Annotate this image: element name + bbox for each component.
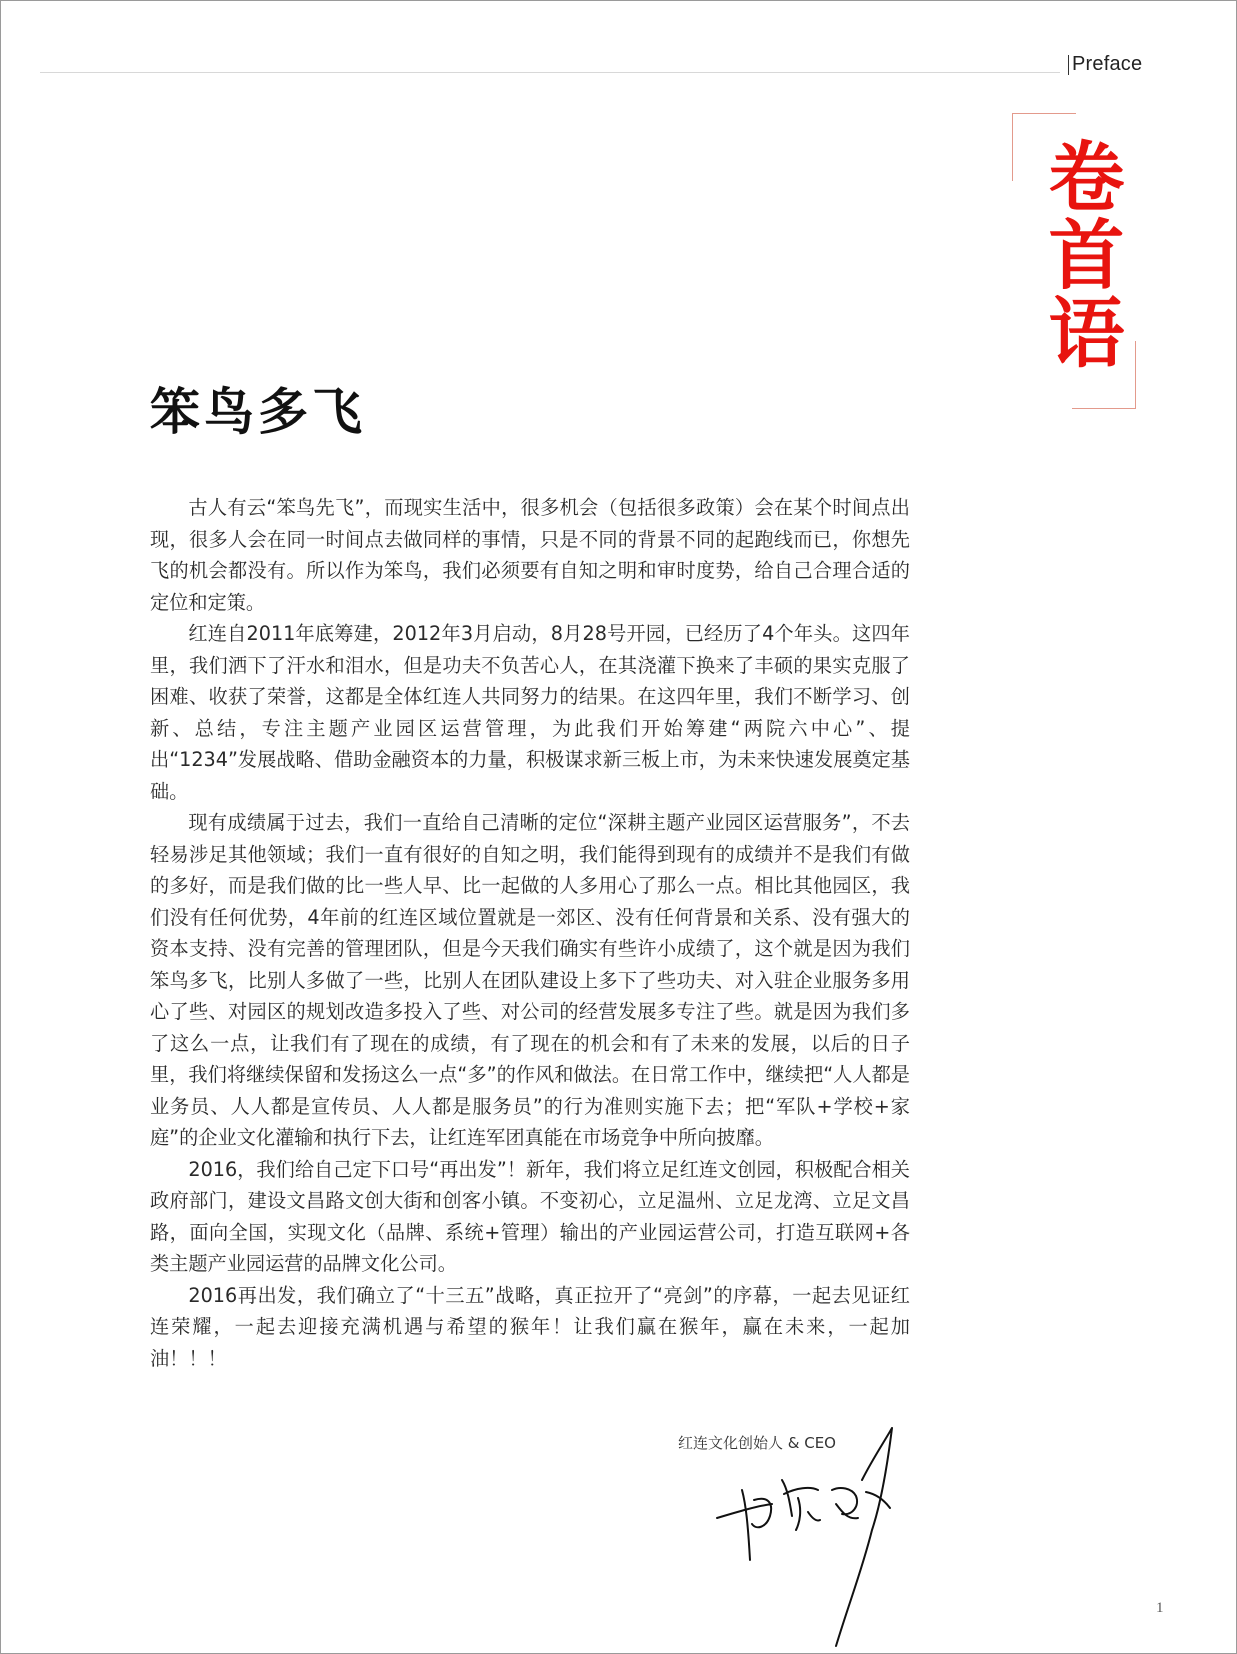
handwritten-signature bbox=[712, 1420, 912, 1650]
article-title: 笨鸟多飞 bbox=[150, 382, 366, 441]
paragraph: 现有成绩属于过去，我们一直给自己清晰的定位“深耕主题产业园区运营服务”，不去轻易涉足其他领域；我们一直有很好的自知之明，我们能得到现有的成绩并不是我们有做的多好，而是我们做的比一些人早、比一起做的人多用心了那么一点。相比其他园区，我们没有任何优势，4年前的红连区域位置就是一郊区、没有任何背景和关系、没有强大的资本支持、没有完善的管理团队，但是今天我们确实有些许小成绩了，这个就是因为我们笨鸟多飞，比别人多做了一些，比别人在团队建设上多下了些功夫、对入驻企业服务多用心了些、对园区的规划改造多投入了些、对公司的经营发展多专注了些。就是因为我们多了这么一点，让我们有了现在的成绩，有了现在的机会和有了未来的发展，以后的日子里，我们将继续保留和发扬这么一点“多”的作风和做法。在日常工作中，继续把“人人都是业务员、人人都是宣传员、人人都是服务员”的行为准则实施下去；把“军队+学校+家庭”的企业文化灌输和执行下去，让红连军团真能在市场竞争中所向披靡。 bbox=[150, 811, 910, 1149]
signature-caption: 红连文化创始人 & CEO bbox=[678, 1434, 836, 1452]
article-body bbox=[150, 492, 910, 1374]
paragraph: 红连自2011年底筹建，2012年3月启动，8月28号开园，已经历了4个年头。这四年里，我们洒下了汗水和泪水，但是功夫不负苦心人，在其浇灌下换来了丰硕的果实克服了困难、收获了荣誉，这都是全体红连人共同努力的结果。在这四年里，我们不断学习、创新、总结，专注主题产业园区运营管理，为此我们开始筹建“两院六中心”、提出“1234”发展战略、借助金融资本的力量，积极谋求新三板上市，为未来快速发展奠定基础。 bbox=[150, 622, 910, 803]
header-rule bbox=[40, 72, 1060, 73]
header-label: Preface bbox=[1072, 53, 1143, 75]
paragraph: 2016再出发，我们确立了“十三五”战略，真正拉开了“亮剑”的序幕，一起去见证红连荣耀，一起去迎接充满机遇与希望的猴年！让我们赢在猴年，赢在未来，一起加油！！！ bbox=[150, 1283, 910, 1370]
bracket-bottom-right-horizontal bbox=[1072, 408, 1136, 409]
section-title-box bbox=[1012, 113, 1136, 409]
paragraph: 2016，我们给自己定下口号“再出发”！新年，我们将立足红连文创园，积极配合相关政府部门，建设文昌路文创大街和创客小镇。不变初心，立足温州、立足龙湾、立足文昌路，面向全国，实现文化（品牌、系统+管理）输出的产业园运营公司，打造互联网+各类主题产业园运营的品牌文化公司。 bbox=[150, 1157, 910, 1275]
section-title: 卷首语 bbox=[1036, 137, 1125, 371]
bracket-top-left-horizontal bbox=[1012, 113, 1076, 114]
bracket-top-left-vertical bbox=[1012, 113, 1013, 181]
page-number: 1 bbox=[1156, 1600, 1164, 1616]
header-separator bbox=[1068, 55, 1069, 75]
bracket-bottom-right-vertical bbox=[1135, 341, 1136, 409]
paragraph: 古人有云“笨鸟先飞”，而现实生活中，很多机会（包括很多政策）会在某个时间点出现，很多人会在同一时间点去做同样的事情，只是不同的背景不同的起跑线而已，你想先飞的机会都没有。所以作为笨鸟，我们必须要有自知之明和审时度势，给自己合理合适的定位和定策。 bbox=[150, 496, 910, 614]
